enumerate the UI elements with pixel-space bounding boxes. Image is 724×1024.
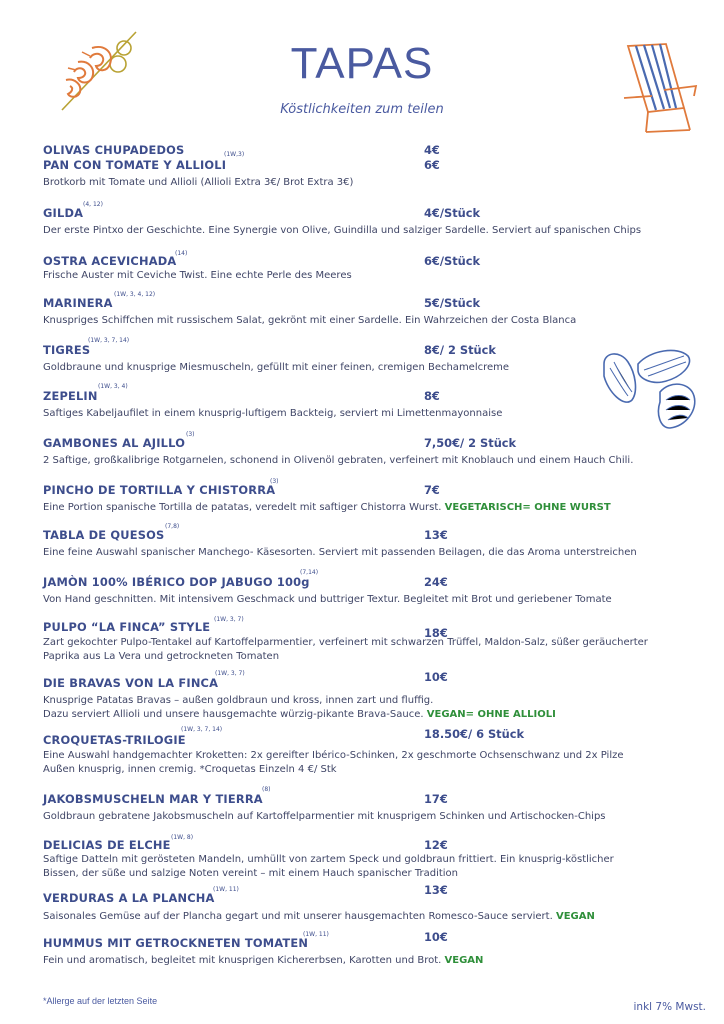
item-description [43,406,502,422]
item-allergens: (7,14) [300,569,319,576]
item-description [43,223,641,239]
item-price: 13€ [424,883,448,897]
item-name: OLIVAS CHUPADEDOS [43,143,185,157]
item-name: JAMÒN 100% IBÉRICO DOP JABUGO 100g [43,575,310,589]
item-name: PULPO “LA FINCA” STYLE [43,620,211,634]
item-description-text: Saftiges Kabeljaufilet in einem knusprig-luftigem Backteig, serviert mi Limettenmayonnaise [43,408,503,419]
mussels-icon [598,344,702,436]
item-price: 12€ [424,838,448,852]
item-description-text: Paprika aus La Vera und getrockneten Tomaten [43,651,280,662]
item-allergens: (1W, 3, 7, 14) [181,726,223,733]
item-allergens: (1W, 8) [171,834,194,841]
item-allergens: (14) [175,250,188,257]
page-title: TAPAS [290,39,434,88]
allergy-note: *Allerge auf der letzten Seite [43,996,158,1006]
item-description-line2 [43,707,556,723]
item-allergens: (1W, 3, 7) [214,616,244,623]
item-price: 24€ [424,575,448,589]
item-price: 6€/Stück [424,254,481,268]
item-price: 18.50€/ 6 Stück [424,727,525,741]
item-description-text: Eine Auswahl handgemachter Kroketten: 2x gereifter Ibérico-Schinken, 2x geschmorte Ochsenschwanz und 2x Pilze [43,750,624,761]
item-description-text: Bissen, der süße und salzige Noten vereint – mit einem Hauch spanischer Tradition [43,868,459,879]
item-name: PAN CON TOMATE Y ALLIOLI [43,158,227,172]
item-description-text: Eine Portion spanische Tortilla de patatas, veredelt mit saftiger Chistorra Wurst. [43,502,442,513]
item-price: 13€ [424,528,448,542]
item-description [43,592,612,608]
item-price: 10€ [424,930,448,944]
item-allergens: (1W, 3, 7, 14) [88,337,130,344]
item-description-text: Knusprige Patatas Bravas – außen goldbraun und kross, innen zart und fluffig. [43,695,434,706]
item-price: 10€ [424,670,448,684]
item-description-line2 [43,762,337,778]
item-description-text: Saisonales Gemüse auf der Plancha gegart und mit unserer hausgemachten Romesco-Sauce serviert. [43,911,553,922]
item-allergens: (8) [262,786,271,793]
item-name: PINCHO DE TORTILLA Y CHISTORRA [43,483,276,497]
item-price: 8€/ 2 Stück [424,343,496,357]
item-name: HUMMUS MIT GETROCKNETEN TOMATEN [43,936,309,950]
item-name: DELICIAS DE ELCHE [43,838,171,852]
diet-tag: VEGAN [444,955,484,966]
item-name: ZEPELIN [43,389,98,403]
tax-note: inkl 7% Mwst. [633,1001,706,1013]
item-description [43,175,353,191]
item-description-text: Der erste Pintxo der Geschichte. Eine Synergie von Olive, Guindilla und salziger Sardelle. Serviert auf spanischen Chips [43,225,642,236]
item-description [43,909,595,925]
item-name: TABLA DE QUESOS [43,528,165,542]
item-price: 7€ [424,483,440,497]
item-price: 5€/Stück [424,296,481,310]
item-allergens: (1W, 11) [213,886,239,893]
item-description [43,453,633,469]
item-name: JAKOBSMUSCHELN MAR Y TIERRA [43,792,263,806]
item-price: 6€ [424,158,440,172]
item-description-text: Außen knusprig, innen cremig. *Croquetas Einzeln 4 €/ Stk [43,764,337,775]
item-description-text: Saftige Datteln mit gerösteten Mandeln, umhüllt von zartem Speck und goldbraun frittiert. Ein knusprig-köstlicher [43,854,614,865]
item-description-text: Von Hand geschnitten. Mit intensivem Geschmack und buttriger Textur. Begleitet mit Brot und geriebener Tomate [43,594,612,605]
diet-tag: VEGETARISCH= OHNE WURST [444,502,611,513]
item-description [43,500,611,516]
item-description [43,313,576,329]
item-description-text: Brotkorb mit Tomate und Allioli (Allioli Extra 3€/ Brot Extra 3€) [43,177,354,188]
item-allergens: (1W, 3, 4) [98,383,128,390]
item-description-text: Knuspriges Schiffchen mit russischem Salat, gekrönt mit einer Sardelle. Ein Wahrzeichen der Costa Blanca [43,315,577,326]
item-price: 18€ [424,626,448,640]
item-description-text: Dazu serviert Allioli und unsere hausgemachte würzig-pikante Brava-Sauce. [43,709,424,720]
page-subtitle: Köstlichkeiten zum teilen [280,102,444,117]
item-name: GILDA [43,206,84,220]
item-name: CROQUETAS-TRILOGIE [43,733,186,747]
item-description-text: Goldbraune und knusprige Miesmuscheln, gefüllt mit einer feinen, cremigen Bechamelcreme [43,362,510,373]
diet-tag: VEGAN= OHNE ALLIOLI [426,709,556,720]
item-price: 8€ [424,389,440,403]
item-description-line2 [43,649,279,665]
item-description-text: Frische Auster mit Ceviche Twist. Eine echte Perle des Meeres [43,270,352,281]
item-description-text: Eine feine Auswahl spanischer Manchego- Käsesorten. Serviert mit passenden Beilagen, die das Aroma unterstreichen [43,547,637,558]
item-description [43,268,352,284]
item-allergens: (1W, 11) [303,931,329,938]
item-allergens: (7,8) [165,523,180,530]
item-description-text: Zart gekochter Pulpo-Tentakel auf Kartoffelparmentier, verfeinert mit schwarzen Trüffel, Maldon-Salz, süßer geräucherter [43,637,648,648]
item-price: 4€/Stück [424,206,481,220]
item-price: 4€ [424,143,440,157]
item-description [43,545,637,561]
item-allergens: (3) [186,431,195,438]
item-allergens: (1W, 3, 4, 12) [114,291,156,298]
item-name: TIGRES [43,343,91,357]
item-description-text: Fein und aromatisch, begleitet mit knusprigen Kichererbsen, Karotten und Brot. [43,955,442,966]
item-allergens: (4, 12) [83,201,103,208]
item-description [43,360,509,376]
item-allergens: (1W,3) [224,151,245,158]
item-description [43,809,606,825]
item-allergens: (1W, 3, 7) [215,670,245,677]
item-description [43,953,483,969]
item-name: OSTRA ACEVICHADA [43,254,177,268]
item-price: 7,50€/ 2 Stück [424,436,517,450]
diet-tag: VEGAN [555,911,595,922]
item-name: DIE BRAVAS VON LA FINCA [43,676,219,690]
item-name: GAMBONES AL AJILLO [43,436,186,450]
item-name: VERDURAS A LA PLANCHA [43,891,215,905]
item-description-text: Goldbraun gebratene Jakobsmuscheln auf Kartoffelparmentier mit knusprigem Schinken und Artischocken-Chips [43,811,606,822]
item-name: MARINERA [43,296,113,310]
item-price: 17€ [424,792,448,806]
item-description-line2 [43,866,458,882]
item-allergens: (3) [270,478,279,485]
item-description-text: 2 Saftige, großkalibrige Rotgarnelen, schonend in Olivenöl gebraten, verfeinert mit Knoblauch und einem Hauch Chili. [43,455,634,466]
